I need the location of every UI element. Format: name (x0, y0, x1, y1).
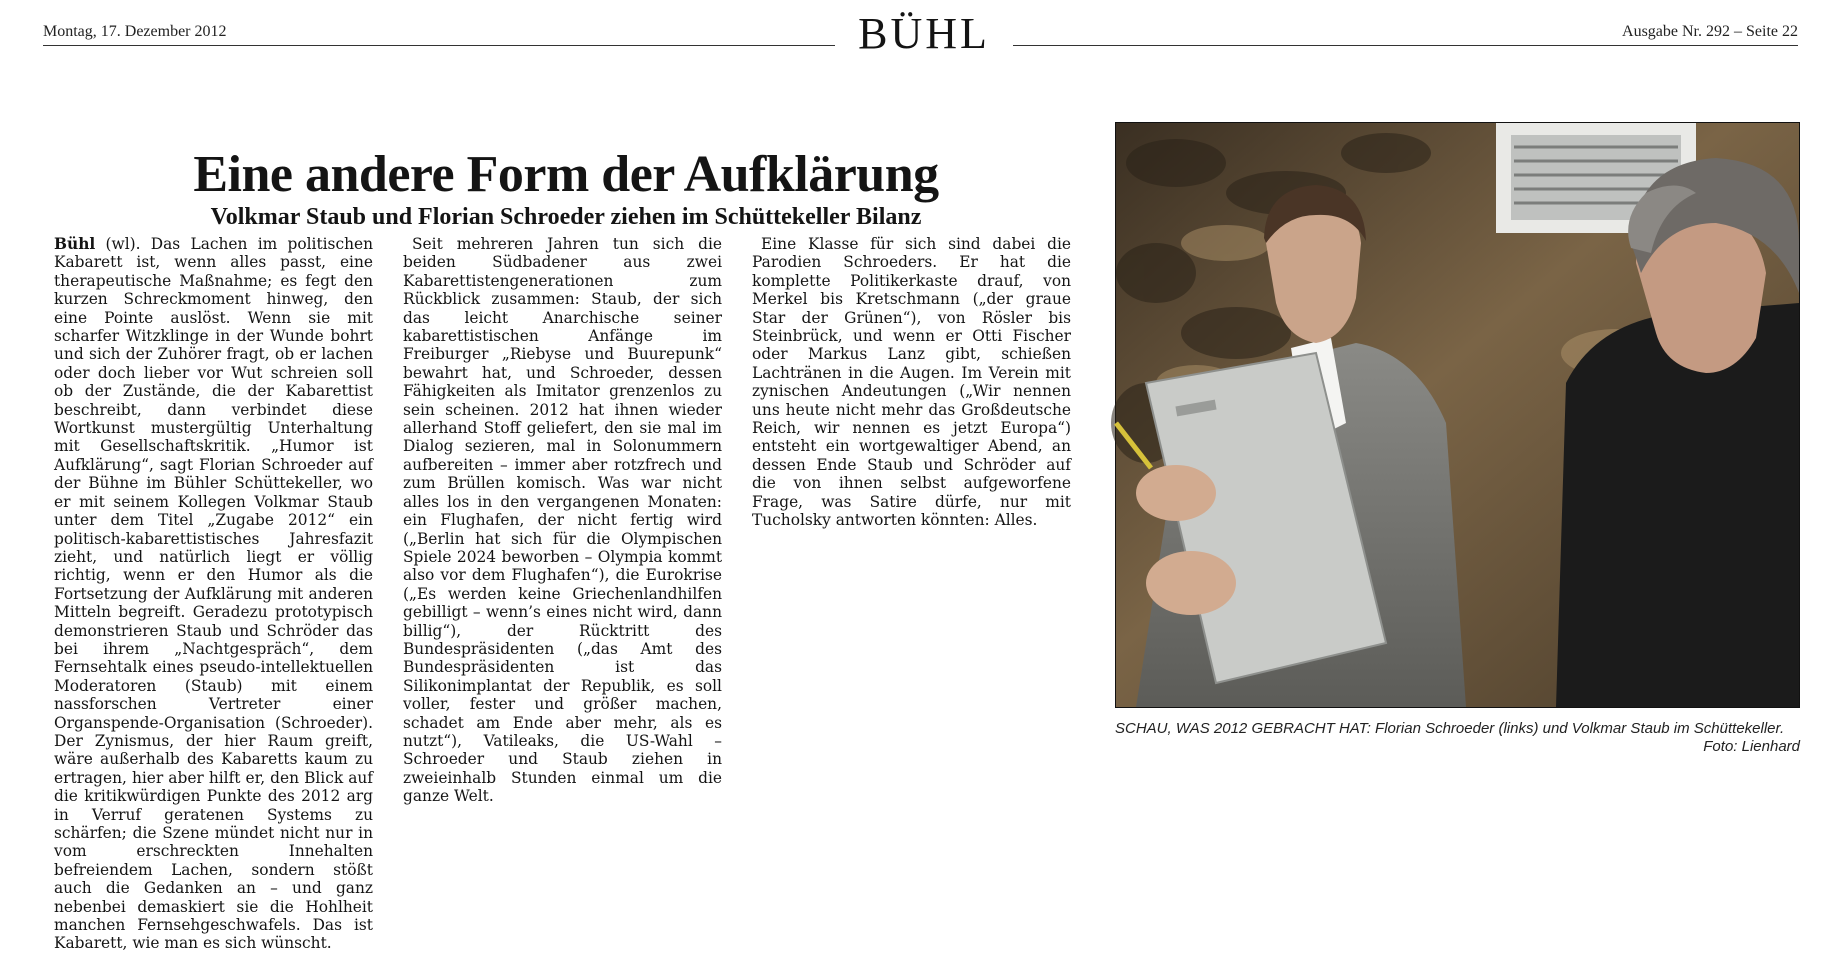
issue-label: Ausgabe Nr. 292 – Seite 22 (1622, 23, 1798, 40)
article-column-2 (403, 235, 722, 806)
article-photo (1115, 122, 1800, 708)
photo-illustration (1116, 123, 1799, 707)
article-paragraph-2: Seit mehreren Jahren tun sich die beiden Südbadener aus zwei Kabarettistengenerationen zum Rückblick zusammen: Staub, der sich das leicht Anarchische seiner kabarettistischen Anfänge im Freiburger „Riebyse und Buurepunk“ bewahrt hat, und Schroeder, dessen Fähigkeiten als Imitator grenzenlos zu sein scheinen. 2012 hat ihnen wieder allerhand Stoff geliefert, den sie mal im Dialog sezieren, mal in Solonummern aufbereiten – immer aber rotzfrech und zum Brüllen komisch. Was war nicht alles los in den vergangenen Monaten: ein Flughafen, der nicht fertig wird („Berlin hat sich für die Olympischen Spiele 2024 beworben – Olympia kommt also vor dem Flughafen“), die Eurokrise („Es werden keine Griechenlandhilfen gebilligt – wenn’s eines nicht wird, dann billig“), der Rücktritt des Bundespräsidenten („das Amt des Bundespräsidenten ist das Silikonimplantat der Republik, es soll voller, fester und größer machen, schadet am Ende aber mehr, als es nutzt“), Vatileaks, die US-Wahl – Schroeder und Staub ziehen in zweieinhalb Stunden einmal um die ganze Welt. (403, 235, 722, 806)
article-headline: Eine andere Form der Aufklärung (193, 145, 939, 203)
article-column-3 (752, 235, 1071, 765)
article-column-1 (54, 235, 373, 953)
section-title: BÜHL (858, 9, 990, 58)
article-paragraph-1 (54, 235, 373, 953)
photo-caption (1115, 720, 1800, 756)
article-subheadline: Volkmar Staub und Florian Schroeder ziehen im Schüttekeller Bilanz (210, 203, 922, 230)
masthead-rule-left (43, 45, 835, 46)
dateline: Bühl (54, 235, 96, 253)
date-label: Montag, 17. Dezember 2012 (43, 23, 227, 40)
masthead-rule-right (1013, 45, 1798, 46)
article-paragraph-3: Eine Klasse für sich sind dabei die Parodien Schroeders. Er hat die komplette Politikerkaste drauf, von Merkel bis Kretschmann („der graue Star der Grünen“), von Rösler bis Steinbrück, und wenn er Otti Fischer oder Markus Lanz gibt, schießen Lachtränen in die Augen. Im Verein mit zynischen Andeutungen („Wir nennen uns heute nicht mehr das Großdeutsche Reich, wir nennen es jetzt Europa“) entsteht ein wortgewaltiger Abend, an dessen Ende Staub und Schröder auf die von ihnen selbst aufgeworfene Frage, was Satire dürfe, nur mit Tucholsky antworten könnten: Alles. (752, 235, 1071, 530)
paragraph-1-text: (wl). Das Lachen im politischen Kabarett ist, wenn alles passt, eine therapeutische Maßnahme; es fegt den kurzen Schreckmoment hinweg, den eine Pointe auslöst. Wenn sie mit scharfer Witzklinge in der Wunde bohrt und sich der Zuhörer fragt, ob er lachen oder doch lieber vor Wut schreien soll ob der Zustände, die der Kabarettist beschreibt, dann verbindet diese Wortkunst mustergültig Unterhaltung mit Gesellschaftskritik. „Humor ist Aufklärung“, sagt Florian Schroeder auf der Bühne im Bühler Schüttekeller, wo er mit seinem Kollegen Volkmar Staub unter dem Titel „Zugabe 2012“ ein politisch-kabarettistisches Jahresfazit zieht, und natürlich liegt er völlig richtig, wenn er den Humor als die Fortsetzung der Aufklärung mit anderen Mitteln begreift. Geradezu prototypisch demonstrieren Staub und Schröder das bei ihrem „Nachtgespräch“, dem Fernsehtalk eines pseudo-intellektuellen Moderatoren (Staub) mit einem nassforschen Vertreter einer Organspende-Organisation (Schroeder). Der Zynismus, der hier Raum greift, wäre außerhalb des Kabaretts kaum zu ertragen, hier aber hilft er, den Blick auf die kritikwürdigen Punkte des 2012 arg in Verruf geratenen Systems zu schärfen; die Szene mündet nicht nur in vom erschreckten Innehalten befreiendem Lachen, sondern stößt auch die Gedanken an – und ganz nebenbei demaskiert sie die Hohlheit manchen Fernsehgeschwafels. Das ist Kabarett, wie man es sich wünscht. (54, 235, 373, 953)
photo-credit: Foto: Lienhard (1703, 738, 1800, 755)
caption-text: SCHAU, WAS 2012 GEBRACHT HAT: Florian Schroeder (links) und Volkmar Staub im Schüttekeller. (1115, 720, 1785, 737)
article-body (54, 235, 1072, 953)
